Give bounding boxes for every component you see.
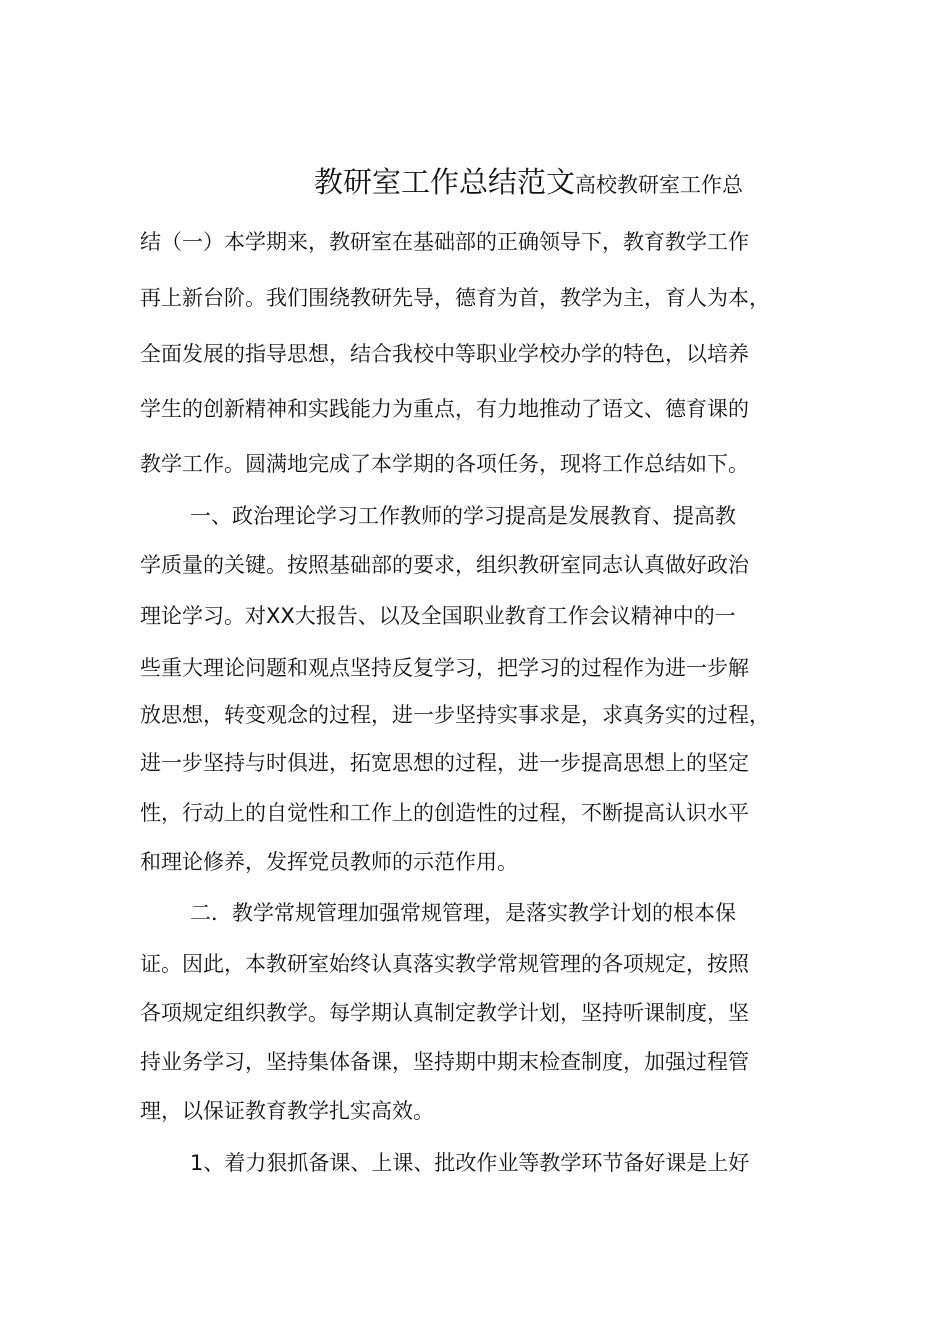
paragraph-heading: 二．教学常规管理加强常规管理，是落实教学计划的根本保 bbox=[190, 901, 736, 925]
body-line: 性，行动上的自觉性和工作上的创造性的过程，不断提高认识水平 bbox=[140, 801, 749, 825]
paragraph-heading: 1、着力狠抓备课、上课、批改作业等教学环节备好课是上好 bbox=[190, 1151, 750, 1175]
body-line: 理，以保证教育教学扎实高效。 bbox=[140, 1099, 434, 1123]
body-line: 和理论修养，发挥党员教师的示范作用。 bbox=[140, 850, 518, 874]
body-line: 各项规定组织教学。每学期认真制定教学计划，坚持听课制度，坚 bbox=[140, 1001, 749, 1025]
body-line: 理论学习。对XX大报告、以及全国职业教育工作会议精神中的一 bbox=[140, 604, 736, 628]
document-title-line bbox=[314, 164, 743, 200]
body-line: 再上新台阶。我们围绕教研先导，德育为首，教学为主，育人为本， bbox=[140, 286, 770, 310]
body-line: 教学工作。圆满地完成了本学期的各项任务，现将工作总结如下。 bbox=[140, 452, 749, 476]
body-line: 放思想，转变观念的过程，进一步坚持实事求是，求真务实的过程， bbox=[140, 703, 770, 727]
body-line: 证。因此，本教研室始终认真落实教学常规管理的各项规定，按照 bbox=[140, 952, 749, 976]
body-line: 些重大理论问题和观点坚持反复学习，把学习的过程作为进一步解 bbox=[140, 656, 749, 680]
paragraph-heading: 一、政治理论学习工作教师的学习提高是发展教育、提高教 bbox=[190, 504, 736, 528]
document-title-continuation: 高校教研室工作总 bbox=[575, 173, 744, 197]
body-line: 进一步坚持与时俱进，拓宽思想的过程，进一步提高思想上的坚定 bbox=[140, 751, 749, 775]
body-line: 持业务学习，坚持集体备课，坚持期中期末检查制度，加强过程管 bbox=[140, 1050, 749, 1074]
body-line: 学质量的关键。按照基础部的要求，组织教研室同志认真做好政治 bbox=[140, 553, 749, 577]
body-line: 结（一）本学期来，教研室在基础部的正确领导下，教育教学工作 bbox=[140, 230, 749, 254]
body-line: 全面发展的指导思想，结合我校中等职业学校办学的特色，以培养 bbox=[140, 342, 749, 366]
body-line: 学生的创新精神和实践能力为重点，有力地推动了语文、德育课的 bbox=[140, 397, 749, 421]
document-title: 教研室工作总结范文 bbox=[314, 165, 576, 199]
